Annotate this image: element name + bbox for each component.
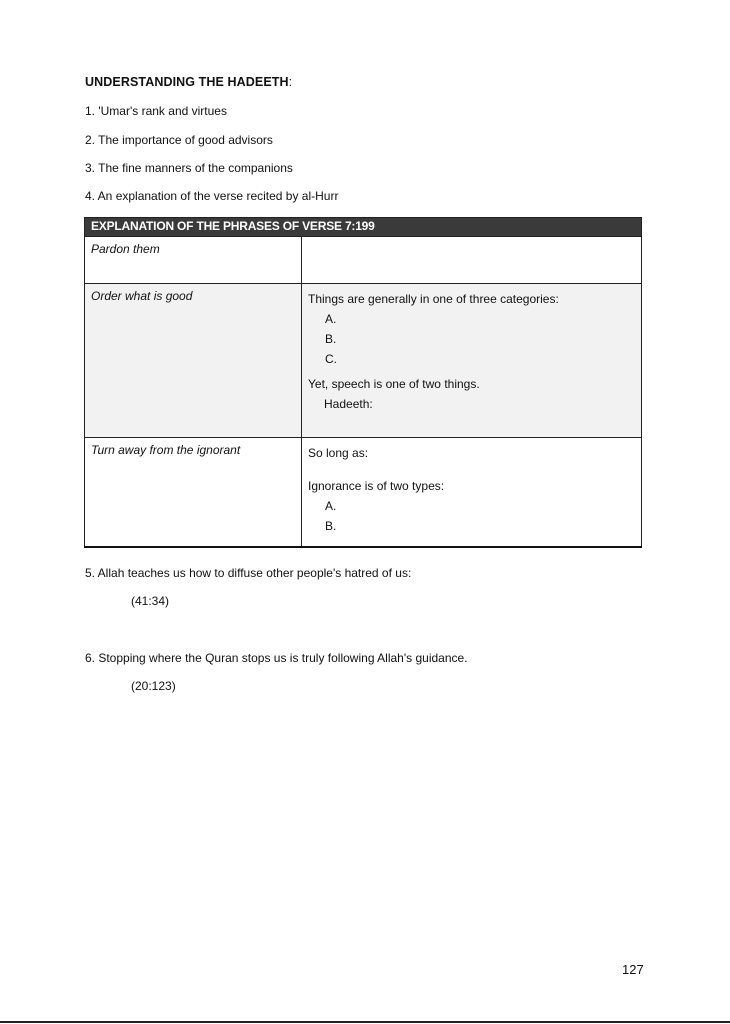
- ignorance-item: A.: [325, 499, 337, 513]
- table-header: EXPLANATION OF THE PHRASES OF VERSE 7:199: [85, 218, 642, 237]
- point-6: 6. Stopping where the Quran stops us is truly following Allah's guidance.: [85, 651, 468, 665]
- point-3: 3. The fine manners of the companions: [85, 161, 293, 175]
- table-row: [85, 284, 642, 438]
- hadeeth-label: Hadeeth:: [324, 397, 373, 411]
- phrase-cell: [85, 438, 302, 548]
- detail-cell: [302, 237, 642, 284]
- detail-cell: [302, 438, 642, 548]
- point-2: 2. The importance of good advisors: [85, 133, 273, 147]
- section-heading-colon: :: [288, 75, 293, 89]
- phrase-cell: [85, 284, 302, 438]
- verse-phrases-table: [84, 217, 642, 548]
- point-1: 1. 'Umar's rank and virtues: [85, 104, 227, 118]
- so-long-as: So long as:: [308, 446, 369, 460]
- categories-intro: Things are generally in one of three categories:: [308, 292, 559, 306]
- page-number: 127: [622, 962, 644, 977]
- speech-note: Yet, speech is one of two things.: [308, 377, 480, 391]
- table-row: [85, 237, 642, 284]
- table-row: [85, 438, 642, 548]
- verse-ref-20-123: (20:123): [131, 679, 176, 693]
- ignorance-item: B.: [325, 519, 337, 533]
- point-4: 4. An explanation of the verse recited by al-Hurr: [85, 189, 339, 203]
- category-item: B.: [325, 332, 337, 346]
- point-5: 5. Allah teaches us how to diffuse other people's hatred of us:: [85, 566, 412, 580]
- phrase-turn-away: Turn away from the ignorant: [91, 443, 241, 457]
- phrase-cell: [85, 237, 302, 284]
- detail-cell: [302, 284, 642, 438]
- table-header-row: [85, 218, 642, 237]
- section-heading: [85, 75, 292, 89]
- verse-ref-41-34: (41:34): [131, 594, 170, 608]
- section-heading-title: UNDERSTANDING THE HADEETH: [85, 75, 289, 89]
- category-item: C.: [325, 352, 337, 366]
- phrase-order: Order what is good: [91, 289, 193, 303]
- phrase-pardon: Pardon them: [91, 242, 160, 256]
- footer-rule: [0, 1021, 730, 1023]
- ignorance-types: Ignorance is of two types:: [308, 479, 445, 493]
- category-item: A.: [325, 312, 337, 326]
